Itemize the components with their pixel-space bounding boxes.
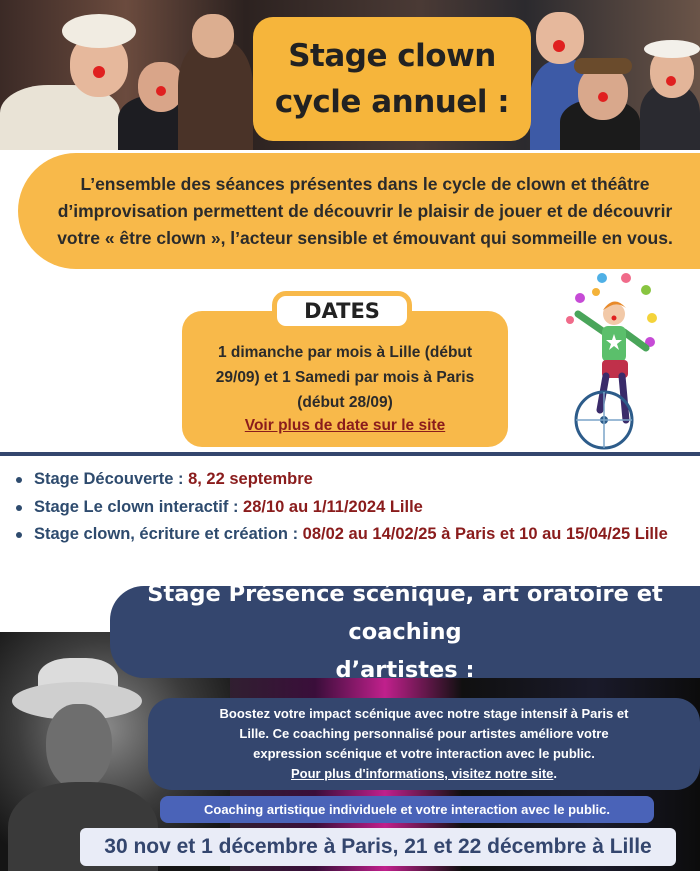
intro-bubble [18, 153, 700, 269]
presence-title [110, 581, 700, 683]
bullet-icon [16, 505, 22, 511]
presence-body-line1: Boostez votre impact scénique avec notre stage intensif à Paris et [219, 706, 629, 721]
list-item [16, 466, 700, 494]
dates-line3: (début 28/09) [297, 394, 393, 411]
header-title-line2: cycle annuel : [274, 84, 510, 120]
presence-description [148, 698, 700, 790]
bullet-icon [16, 477, 22, 483]
presence-title-line1: Stage Présence scénique, art oratoire et coaching [147, 581, 663, 645]
stage-label: Stage Découverte : [34, 470, 189, 488]
presence-body-line2: Lille. Ce coaching personnalisé pour artistes améliore votre [239, 726, 609, 741]
dates-line1: 1 dimanche par mois à Lille (début [217, 344, 473, 361]
coaching-bar: Coaching artistique individuele et votre interaction avec le public. [160, 796, 654, 823]
stage-value: 8, 22 septembre [188, 470, 313, 488]
header-title-line1: Stage clown [288, 38, 496, 74]
stage-list [16, 466, 700, 549]
stage-label: Stage Le clown interactif : [34, 497, 244, 516]
juggler-clown-icon [560, 270, 680, 452]
stage-value: 08/02 au 14/02/25 à Paris et 10 au 15/04/25 Lille [302, 525, 668, 543]
presence-more-link[interactable]: Pour plus d'informations, visitez notre site [290, 766, 554, 781]
dates-heading: DATES [272, 291, 412, 331]
stage-value: 28/10 au 1/11/2024 Lille [243, 497, 423, 516]
stage-label: Stage clown, écriture et création : [34, 525, 303, 543]
list-item [16, 521, 700, 549]
dates-line2: 29/09) et 1 Samedi par mois à Paris [215, 369, 475, 386]
presence-title-line2: d’artistes : [335, 657, 475, 683]
bullet-icon [16, 532, 22, 538]
header-title-card [253, 17, 531, 141]
intro-text: L’ensemble des séances présentes dans le cycle de clown et théâtre d’improvisation permettent de découvrir le plaisir de jouer et de découvrir votre « être clown », l’acteur sensible et émouvant qui sommeille en vous. [57, 173, 673, 248]
dates-more-link[interactable]: Voir plus de date sur le site [244, 417, 446, 434]
presence-body-line3: expression scénique et votre interaction avec le public. [253, 746, 595, 761]
dates-text [182, 340, 508, 415]
presence-more-suffix: . [553, 766, 558, 781]
section-divider [0, 452, 700, 456]
list-item [16, 494, 700, 522]
presence-dates: 30 nov et 1 décembre à Paris, 21 et 22 décembre à Lille [80, 828, 676, 866]
